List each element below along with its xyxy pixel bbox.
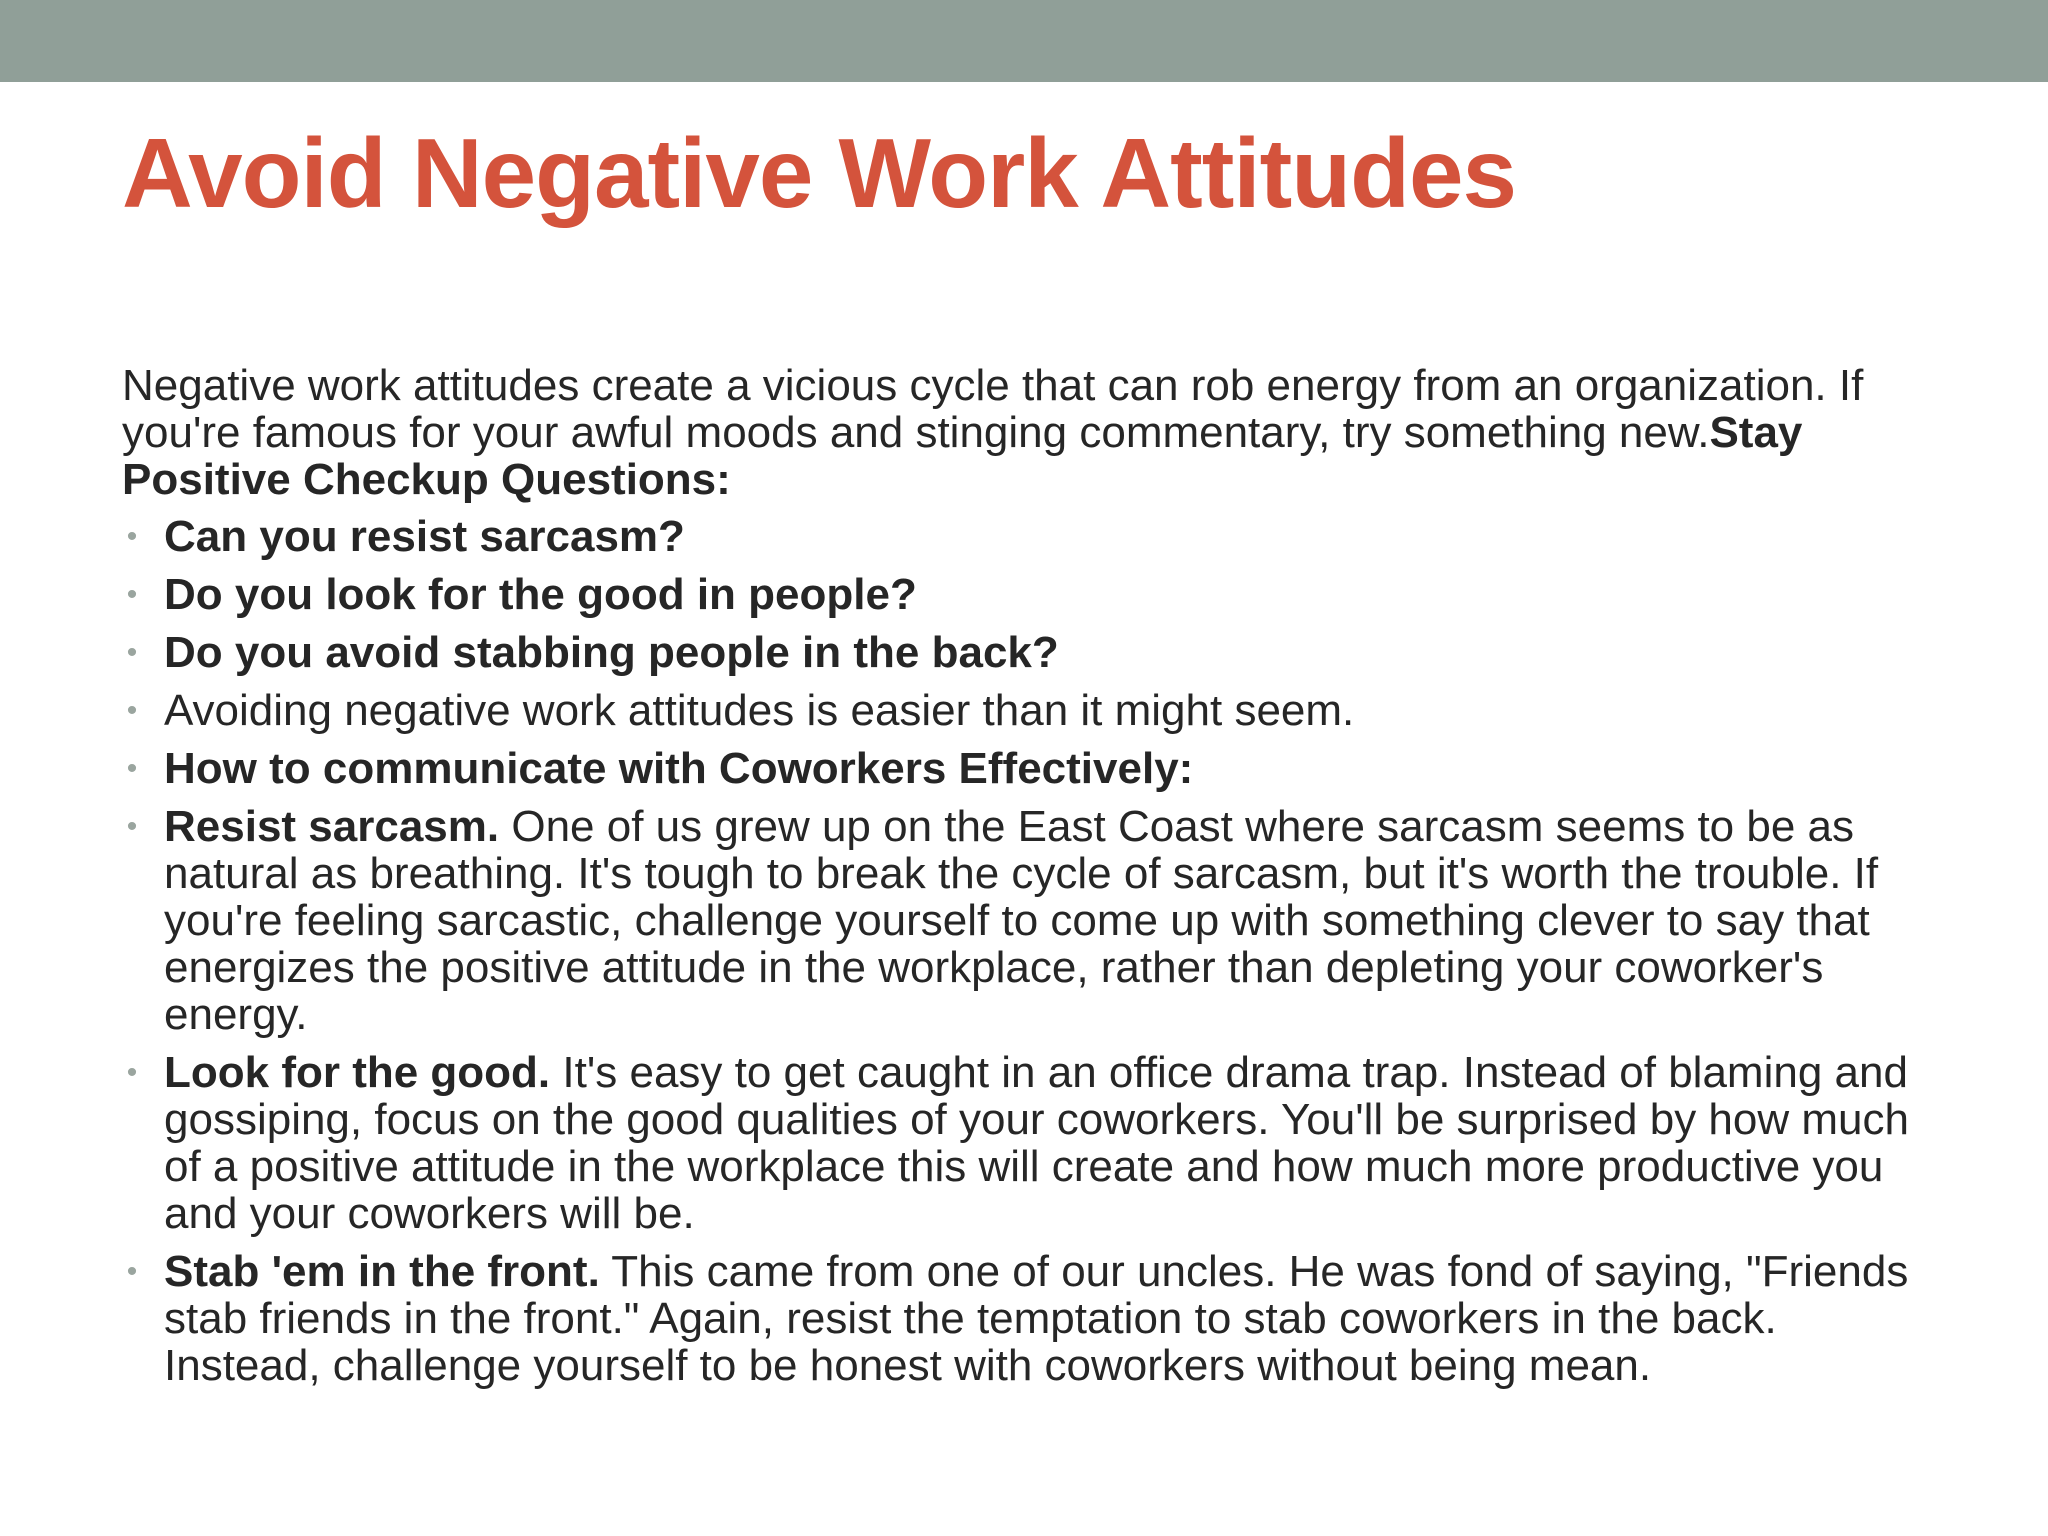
bullet-text: It's easy to get caught in an office drama trap. Instead of blaming and gossiping, focus on the good qualities of your coworkers. You'll be surprised by how much of a positive attitude in the workplace this will create and how much more productive you and your coworkers will be.	[164, 1048, 1909, 1238]
bullet-bold-text: Stab 'em in the front.	[164, 1247, 600, 1296]
bullet-text: Avoiding negative work attitudes is easier than it might seem.	[164, 686, 1355, 735]
bullet-icon: •	[126, 1056, 138, 1089]
bullet-bold-text: Look for the good.	[164, 1048, 551, 1097]
bullet-icon: •	[126, 520, 138, 553]
bullet-icon: •	[126, 636, 138, 669]
list-item	[122, 571, 1942, 618]
bullet-bold-text: How to communicate with Coworkers Effectively:	[164, 744, 1194, 793]
bullet-bold-text: Do you avoid stabbing people in the back?	[164, 628, 1059, 677]
bullet-icon: •	[126, 1255, 138, 1288]
list-item	[122, 513, 1942, 560]
list-item	[122, 1049, 1942, 1237]
bullet-bold-text: Resist sarcasm.	[164, 802, 500, 851]
intro-text: Negative work attitudes create a vicious cycle that can rob energy from an organization. If you're famous for your awful moods and stinging commentary, try something new.	[122, 361, 1864, 457]
list-item	[122, 803, 1942, 1038]
bullet-icon: •	[126, 694, 138, 727]
slide-body	[122, 362, 1942, 1400]
list-item	[122, 1248, 1942, 1389]
slide-title: Avoid Negative Work Attitudes	[122, 118, 1517, 228]
list-item	[122, 687, 1942, 734]
bullet-list	[122, 513, 1942, 1389]
bullet-icon: •	[126, 752, 138, 785]
intro-bold-heading: Stay Positive Checkup Questions:	[122, 408, 1803, 504]
intro-paragraph	[122, 362, 1942, 503]
bullet-icon: •	[126, 578, 138, 611]
bullet-text: This came from one of our uncles. He was fond of saying, "Friends stab friends in the front." Again, resist the temptation to stab coworkers in the back. Instead, challenge yourself to be honest with coworkers without being mean.	[164, 1247, 1909, 1390]
bullet-bold-text: Can you resist sarcasm?	[164, 512, 685, 561]
bullet-icon: •	[126, 810, 138, 843]
list-item	[122, 745, 1942, 792]
top-accent-bar	[0, 0, 2048, 82]
list-item	[122, 629, 1942, 676]
bullet-bold-text: Do you look for the good in people?	[164, 570, 917, 619]
bullet-text: One of us grew up on the East Coast where sarcasm seems to be as natural as breathing. It's tough to break the cycle of sarcasm, but it's worth the trouble. If you're feeling sarcastic, challenge yourself to come up with something clever to say that energizes the positive attitude in the workplace, rather than depleting your coworker's energy.	[164, 802, 1879, 1039]
